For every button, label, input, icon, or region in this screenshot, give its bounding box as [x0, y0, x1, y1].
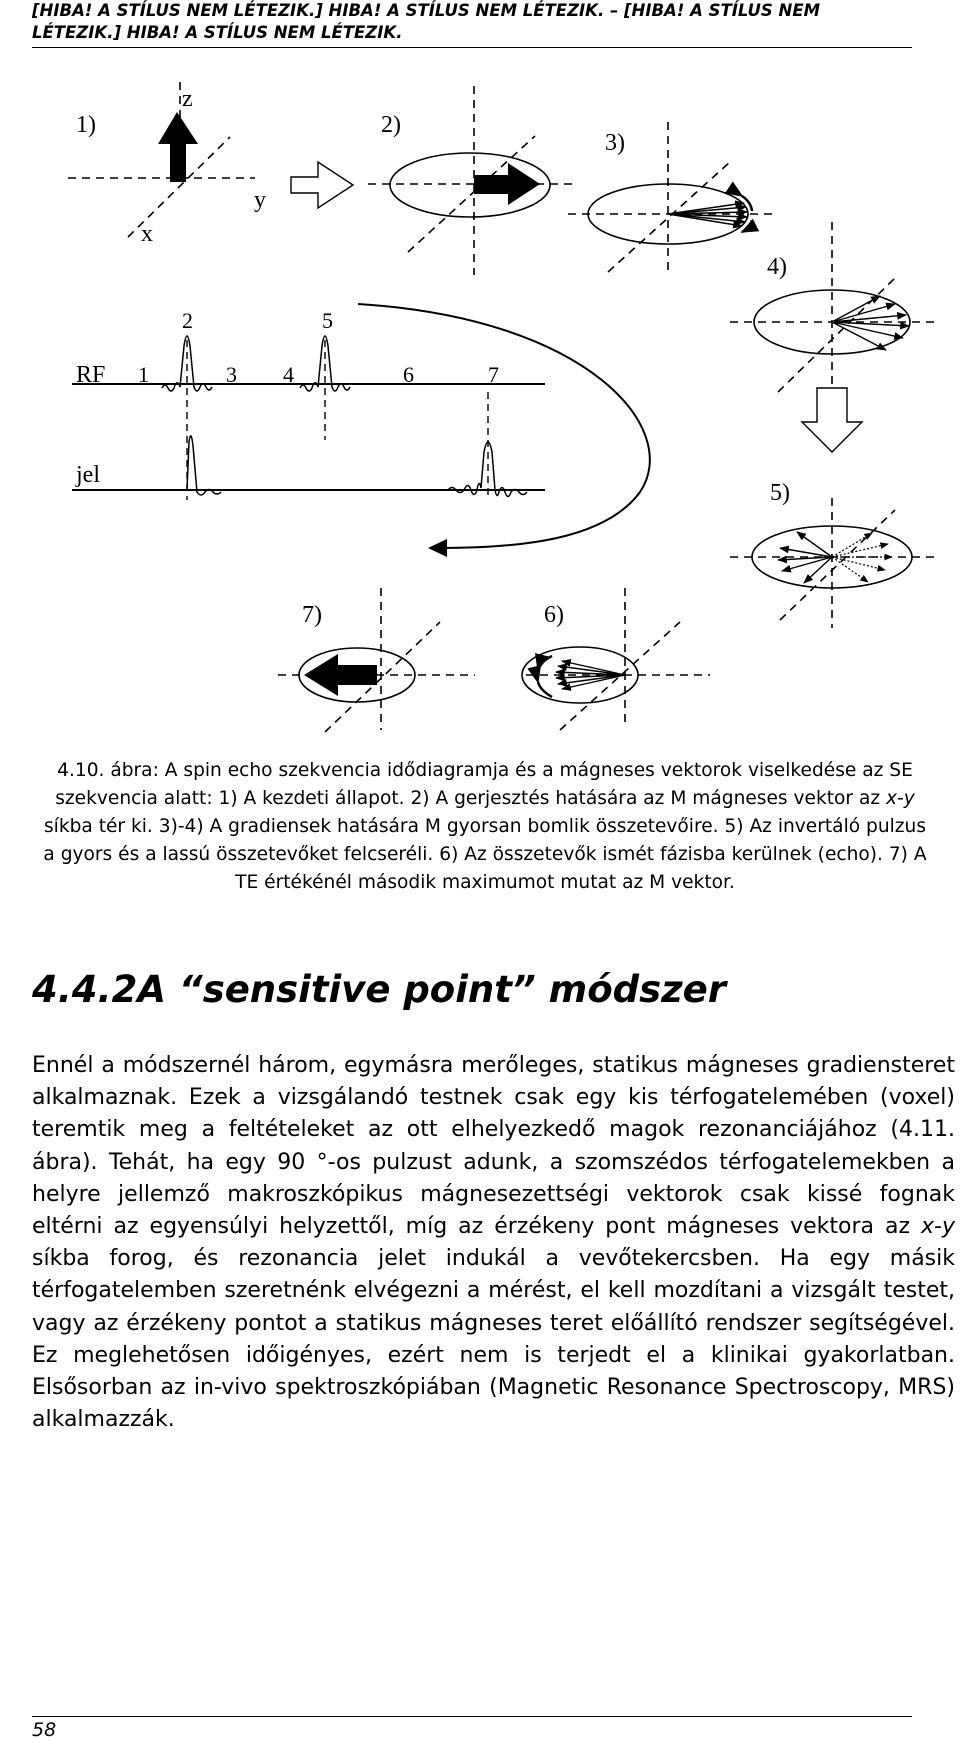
spin-echo-figure: [0, 60, 960, 750]
page-footer: [32, 1716, 912, 1741]
transition-down-arrow-icon: [802, 388, 862, 452]
figure-caption: [40, 757, 930, 897]
axis-label-y: y: [254, 187, 266, 213]
panel-5-inversion: [730, 480, 940, 628]
return-curve-arrow-icon: [358, 304, 650, 548]
m-vector-echo-arrow: [304, 654, 377, 696]
step-label-1: 1): [76, 112, 96, 138]
sequence-marker-3: 3: [226, 362, 237, 387]
pulse-sequence-diagram: [72, 304, 650, 557]
panel-2-excitation: [368, 86, 575, 275]
panel-7-second-maximum: [278, 588, 475, 732]
axis-label-z: z: [182, 86, 193, 112]
panel-3-dephasing: [568, 122, 775, 272]
body-xy: x-y: [921, 1214, 955, 1240]
m-vector-up-arrow: [158, 112, 198, 182]
body-paragraph: [32, 1050, 955, 1436]
panel-6-rephasing: [522, 588, 710, 730]
body-part-2: síkba forog, és rezonancia jelet indukál a vevőtekercsben. Ha egy másik térfogatelemben szeretnénk elvégezni a mérést, el kell mozdítani a vizsgált testet, vagy az érzékeny pontot a statikus mágneses teret előállító rendszer segítségével. Ez meglehetősen időigényes, ezért nem is terjedt el a klinikai gyakorlatban. Elsősorban az in-vivo spektroszkópiában (Magnetic Resonance Spectroscopy, MRS) alkalmazzák.: [32, 1246, 955, 1433]
step-label-2: 2): [381, 112, 401, 138]
step-label-6: 6): [544, 602, 564, 628]
running-header: [HIBA! A STÍLUS NEM LÉTEZIK.] HIBA! A STÍLUS NEM LÉTEZIK. – [HIBA! A STÍLUS NEM LÉTEZIK.] HIBA! A STÍLUS NEM LÉTEZIK.: [32, 0, 912, 48]
step-label-7: 7): [302, 602, 322, 628]
sequence-marker-7: 7: [488, 362, 499, 387]
section-title: 4.4.2A “sensitive point” módszer: [32, 968, 727, 1011]
fid-signal: [187, 436, 221, 495]
caption-lead: 4.10. ábra: A spin echo szekvencia idődiagramja és a mágneses vektorok viselkedése az SE szekvencia alatt: 1) A kezdeti állapot. 2) A gerjesztés hatására az M mágneses vektor az: [55, 760, 913, 809]
m-vector-xy-arrow: [474, 163, 540, 205]
sequence-marker-5: 5: [322, 308, 333, 333]
step-label-4: 4): [767, 254, 787, 280]
axis-label-x: x: [141, 221, 153, 247]
body-part-1: Ennél a módszernél három, egymásra merőleges, statikus mágneses gradiensteret alkalmaznak. Ezek a vizsgálandó testnek csak egy kis térfogatelemében (voxel) teremtik meg a feltételeket az ott elhelyezkedő magok rezonanciájához (4.11. ábra). Tehát, ha egy 90 °-os pulzust adunk, a szomszédos térfogatelemekben a helyre jellemző makroszkópikus mágnesezettségi vektorok csak kissé fognak eltérni az egyensúlyi helyzettől, míg az érzékeny pont mágneses vektora az: [32, 1053, 955, 1240]
step-label-5: 5): [770, 480, 790, 506]
sequence-marker-1: 1: [138, 362, 149, 387]
rf-label: RF: [76, 362, 106, 388]
signal-label: jel: [76, 462, 100, 488]
panel-4-fan-out: [730, 222, 940, 396]
transition-arrow-icon: [291, 162, 353, 208]
caption-rest: síkba tér ki. 3)-4) A gradiensek hatására M gyorsan bomlik összetevőire. 5) Az invertáló pulzus a gyors és a lassú összetevőket felcseréli. 6) Az összetevők ismét fázisba kerülnek (echo). 7) A TE értékénél második maximumot mutat az M vektor.: [43, 816, 927, 893]
caption-xy: x-y: [886, 788, 915, 809]
panel-1-initial-state: [68, 82, 266, 247]
sequence-marker-6: 6: [403, 362, 414, 387]
sequence-marker-2: 2: [182, 308, 193, 333]
page-number: 58: [32, 1719, 57, 1741]
rephase-arrow-top-icon: [538, 656, 552, 670]
step-label-3: 3): [605, 130, 625, 156]
sequence-marker-4: 4: [283, 362, 294, 387]
